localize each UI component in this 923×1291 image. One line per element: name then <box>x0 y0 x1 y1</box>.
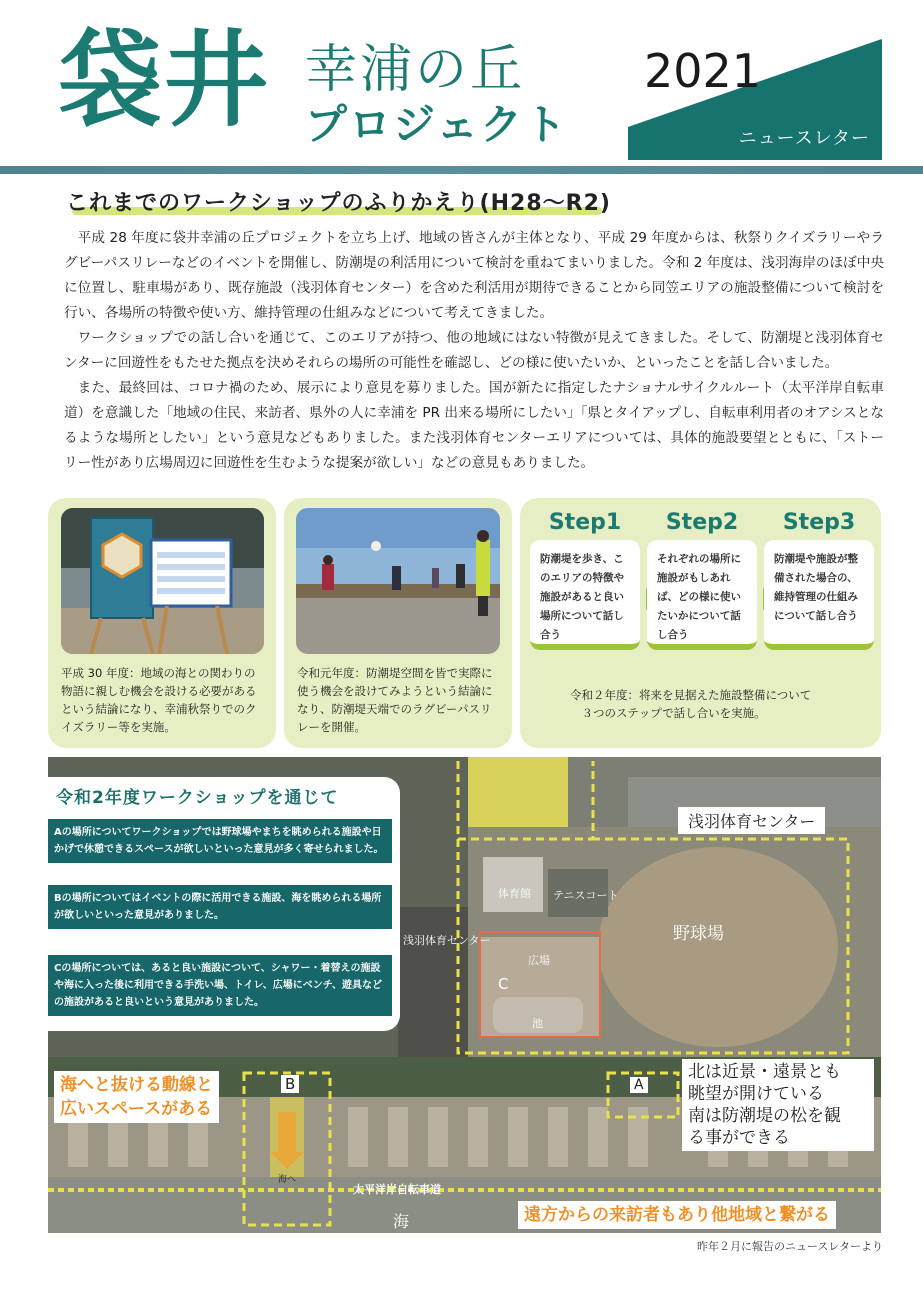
step-3-title: Step3 <box>782 510 856 535</box>
card-r2-steps <box>520 498 881 748</box>
step-3 <box>764 510 874 650</box>
workshop-title: 令和2年度ワークショップを通じて <box>56 788 339 808</box>
map-label-sea: 海 <box>393 1212 410 1231</box>
card-caption-h30: 平成 30 年度：地域の海との関わりの物語に親しむ機会を設ける必要があるという結論になり、幸浦秋祭りでのクイズラリー等を実施。 <box>61 666 257 734</box>
step-1-title: Step1 <box>548 510 622 535</box>
workshop-box-c: Cの場所については、あると良い施設について、シャワー・着替えの施設や海に入った後に利用できる手洗い場、トイレ、広場にベンチ、遊具などの施設があると良いという意見がありました。 <box>48 955 392 1016</box>
paragraph-3: また、最終回は、コロナ禍のため、展示により意見を募りました。国が新たに指定したナショナルサイクルルート（太平洋岸自転車道）を意識した「地域の住民、来訪者、県外の人に幸浦を PR 出来る場所にしたい」「県とタイアップし、自転車利用者のオアシスとなるような場所としたい」という意見などもありました。また浅羽体育センターエリアについては、具体的施設要望とともに、「ストーリー性があり広場周辺に回遊性を生むような提案が欲しい」などの意見もありました。 <box>64 380 884 471</box>
year-text: 2021 <box>644 44 762 98</box>
step-1 <box>530 510 640 650</box>
year-badge <box>628 36 882 160</box>
newsletter-label: ニュースレター <box>738 128 870 149</box>
steps-caption-1: 令和２年度：将来を見据えた施設整備について <box>570 688 812 702</box>
step-2-text: それぞれの場所に施設がもしあれば、どの様に使いたいかについて話し合う <box>657 553 741 641</box>
step-2-title: Step2 <box>665 510 739 535</box>
map-label-a: A <box>630 1077 648 1093</box>
workshop-box-b: Bの場所についてはイベントの際に活用できる施設、海を眺められる場所が欲しいといった意見がありました。 <box>48 885 392 929</box>
title-sub-2: プロジェクト <box>305 100 569 149</box>
step-2 <box>647 510 757 650</box>
map-label-gym-center: 浅羽体育センター <box>678 807 825 834</box>
paragraph-1: 平成 28 年度に袋井幸浦の丘プロジェクトを立ち上げ、地域の皆さんが主体となり、平成 29 年度からは、秋祭りクイズラリーやラグビーパスリレーなどのイベントを開催し、防潮堤の利活用について検討を重ねてまいりました。令和 2 年度は、浅羽海岸のほぼ中央に位置し、駐車場があり、既存施設（浅羽体育センター）を含めた利活用が期待できることから同笠エリアの施設整備について検討を行い、各場所の特徴や使い方、維持管理の仕組みなどについて考えてきました。 <box>64 230 884 321</box>
map-label-b: B <box>281 1075 299 1093</box>
note-left-orange: 海へと抜ける動線と 広いスペースがある <box>54 1071 219 1123</box>
map-label-plaza: 広場 <box>528 954 550 967</box>
header-divider <box>0 166 923 174</box>
title-sub-1: 幸浦の丘 <box>305 40 526 100</box>
map-label-tennis: テニスコート <box>553 889 619 902</box>
step-1-text: 防潮堤を歩き、このエリアの特徴や施設があると良い場所について話し合う <box>540 553 624 641</box>
steps-caption-2: ３つのステップで話し合いを実施。 <box>581 706 766 720</box>
map-label-b-path: 海へ <box>278 1175 297 1185</box>
map-label-c: C <box>498 975 509 993</box>
card-r1 <box>284 498 512 748</box>
footnote: 昨年２月に報告のニュースレターより <box>696 1240 883 1253</box>
workshop-panel <box>48 777 400 1031</box>
body-text <box>64 226 884 476</box>
map-label-bike-road: 太平洋岸自転車道 <box>353 1183 441 1196</box>
title-main: 袋井 <box>58 19 271 141</box>
workshop-box-a: Aの場所についてワークショップでは野球場やまちを眺められる施設や日かげで休憩できるスペースが欲しいといった意見が多く寄せられました。 <box>48 819 392 863</box>
step-3-text: 防潮堤や施設が整備された場合の、維持管理の仕組みについて話し合う <box>774 553 858 622</box>
note-bottom-orange: 遠方からの来訪者もあり他地域と繋がる <box>518 1201 836 1229</box>
map-label-pond: 池 <box>532 1017 543 1030</box>
map-label-gymnasium: 体育館 <box>498 887 531 900</box>
card-caption-r1: 令和元年度：防潮堤空間を皆で実際に使う機会を設けてみようという結論になり、防潮堤天端でのラグビーパスリレーを開催。 <box>297 666 493 734</box>
north-view-note: 北は近景・遠景とも 眺望が開けている 南は防潮堤の松を観 る事ができる <box>682 1059 874 1151</box>
map-label-center-small: 浅羽体育センター <box>403 934 491 947</box>
paragraph-2: ワークショップでの話し合いを通じて、このエリアが持つ、他の地域にはない特徴が見えてきました。そして、防潮堤と浅羽体育センターに回遊性をもたせた拠点を決めそれらの場所の可能性を確認し、どの様に使いたいか、といったことを話し合いました。 <box>64 330 884 371</box>
photo-quiz-rally <box>61 508 264 654</box>
card-h30 <box>48 498 276 748</box>
section-heading: これまでのワークショップのふりかえり(H28～R2) <box>66 191 611 216</box>
photo-rugby-relay <box>296 508 500 654</box>
map-label-baseball: 野球場 <box>673 924 724 944</box>
